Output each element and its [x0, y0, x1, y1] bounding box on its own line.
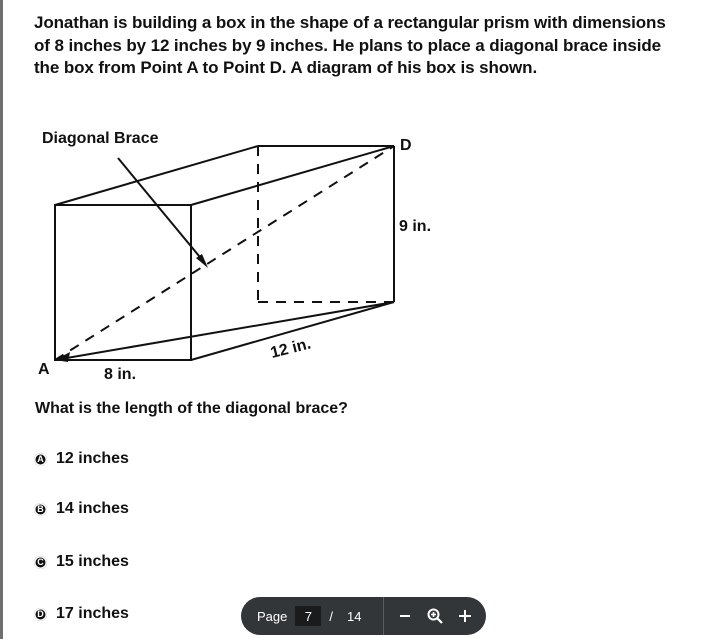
toolbar-divider — [383, 597, 384, 635]
depth-label: 12 in. — [268, 335, 313, 362]
point-a-label: A — [38, 361, 50, 378]
choice-c-text: 15 inches — [56, 553, 129, 570]
total-pages: 14 — [347, 608, 362, 624]
width-label: 8 in. — [104, 366, 137, 383]
zoom-in-button[interactable] — [450, 601, 480, 631]
top-left-edge — [55, 146, 258, 205]
page-label: Page — [257, 608, 288, 624]
choice-b-bubble: B — [34, 503, 47, 516]
choice-c[interactable] — [34, 553, 129, 571]
prism-hidden-edges — [55, 146, 394, 360]
diagonal-brace-line — [55, 146, 394, 360]
brace-label: Diagonal Brace — [42, 130, 159, 147]
zoom-out-button[interactable] — [390, 601, 420, 631]
answer-prompt: What is the length of the diagonal brace? — [35, 400, 348, 417]
top-right-edge — [191, 146, 394, 205]
height-label: 9 in. — [399, 218, 432, 235]
front-face — [55, 205, 191, 360]
brace-pointer-arrowhead — [196, 254, 208, 268]
choice-a[interactable] — [34, 450, 129, 468]
page-separator: / — [329, 608, 333, 624]
choice-d[interactable] — [34, 605, 129, 623]
choice-d-bubble: D — [34, 608, 47, 621]
point-d-label: D — [400, 137, 412, 154]
choice-b[interactable] — [34, 500, 129, 518]
choice-b-text: 14 inches — [56, 500, 129, 517]
zoom-magnifier-icon — [426, 607, 444, 625]
minus-icon — [398, 609, 412, 623]
choice-a-text: 12 inches — [56, 450, 129, 467]
question-text: Jonathan is building a box in the shape of a rectangular prism with dimensions of 8 inches by 12 inches by 9 inches. He plans to place a diagonal brace inside the box from Point A to Point D. A diagram of his box is shown. — [34, 13, 666, 77]
pdf-viewer-toolbar — [241, 597, 486, 635]
choice-d-text: 17 inches — [56, 605, 129, 622]
choice-c-bubble: C — [34, 556, 47, 569]
plus-icon — [457, 608, 473, 624]
choice-a-bubble: A — [34, 453, 47, 466]
zoom-fit-button[interactable] — [420, 601, 450, 631]
page-number-input[interactable] — [295, 606, 321, 626]
